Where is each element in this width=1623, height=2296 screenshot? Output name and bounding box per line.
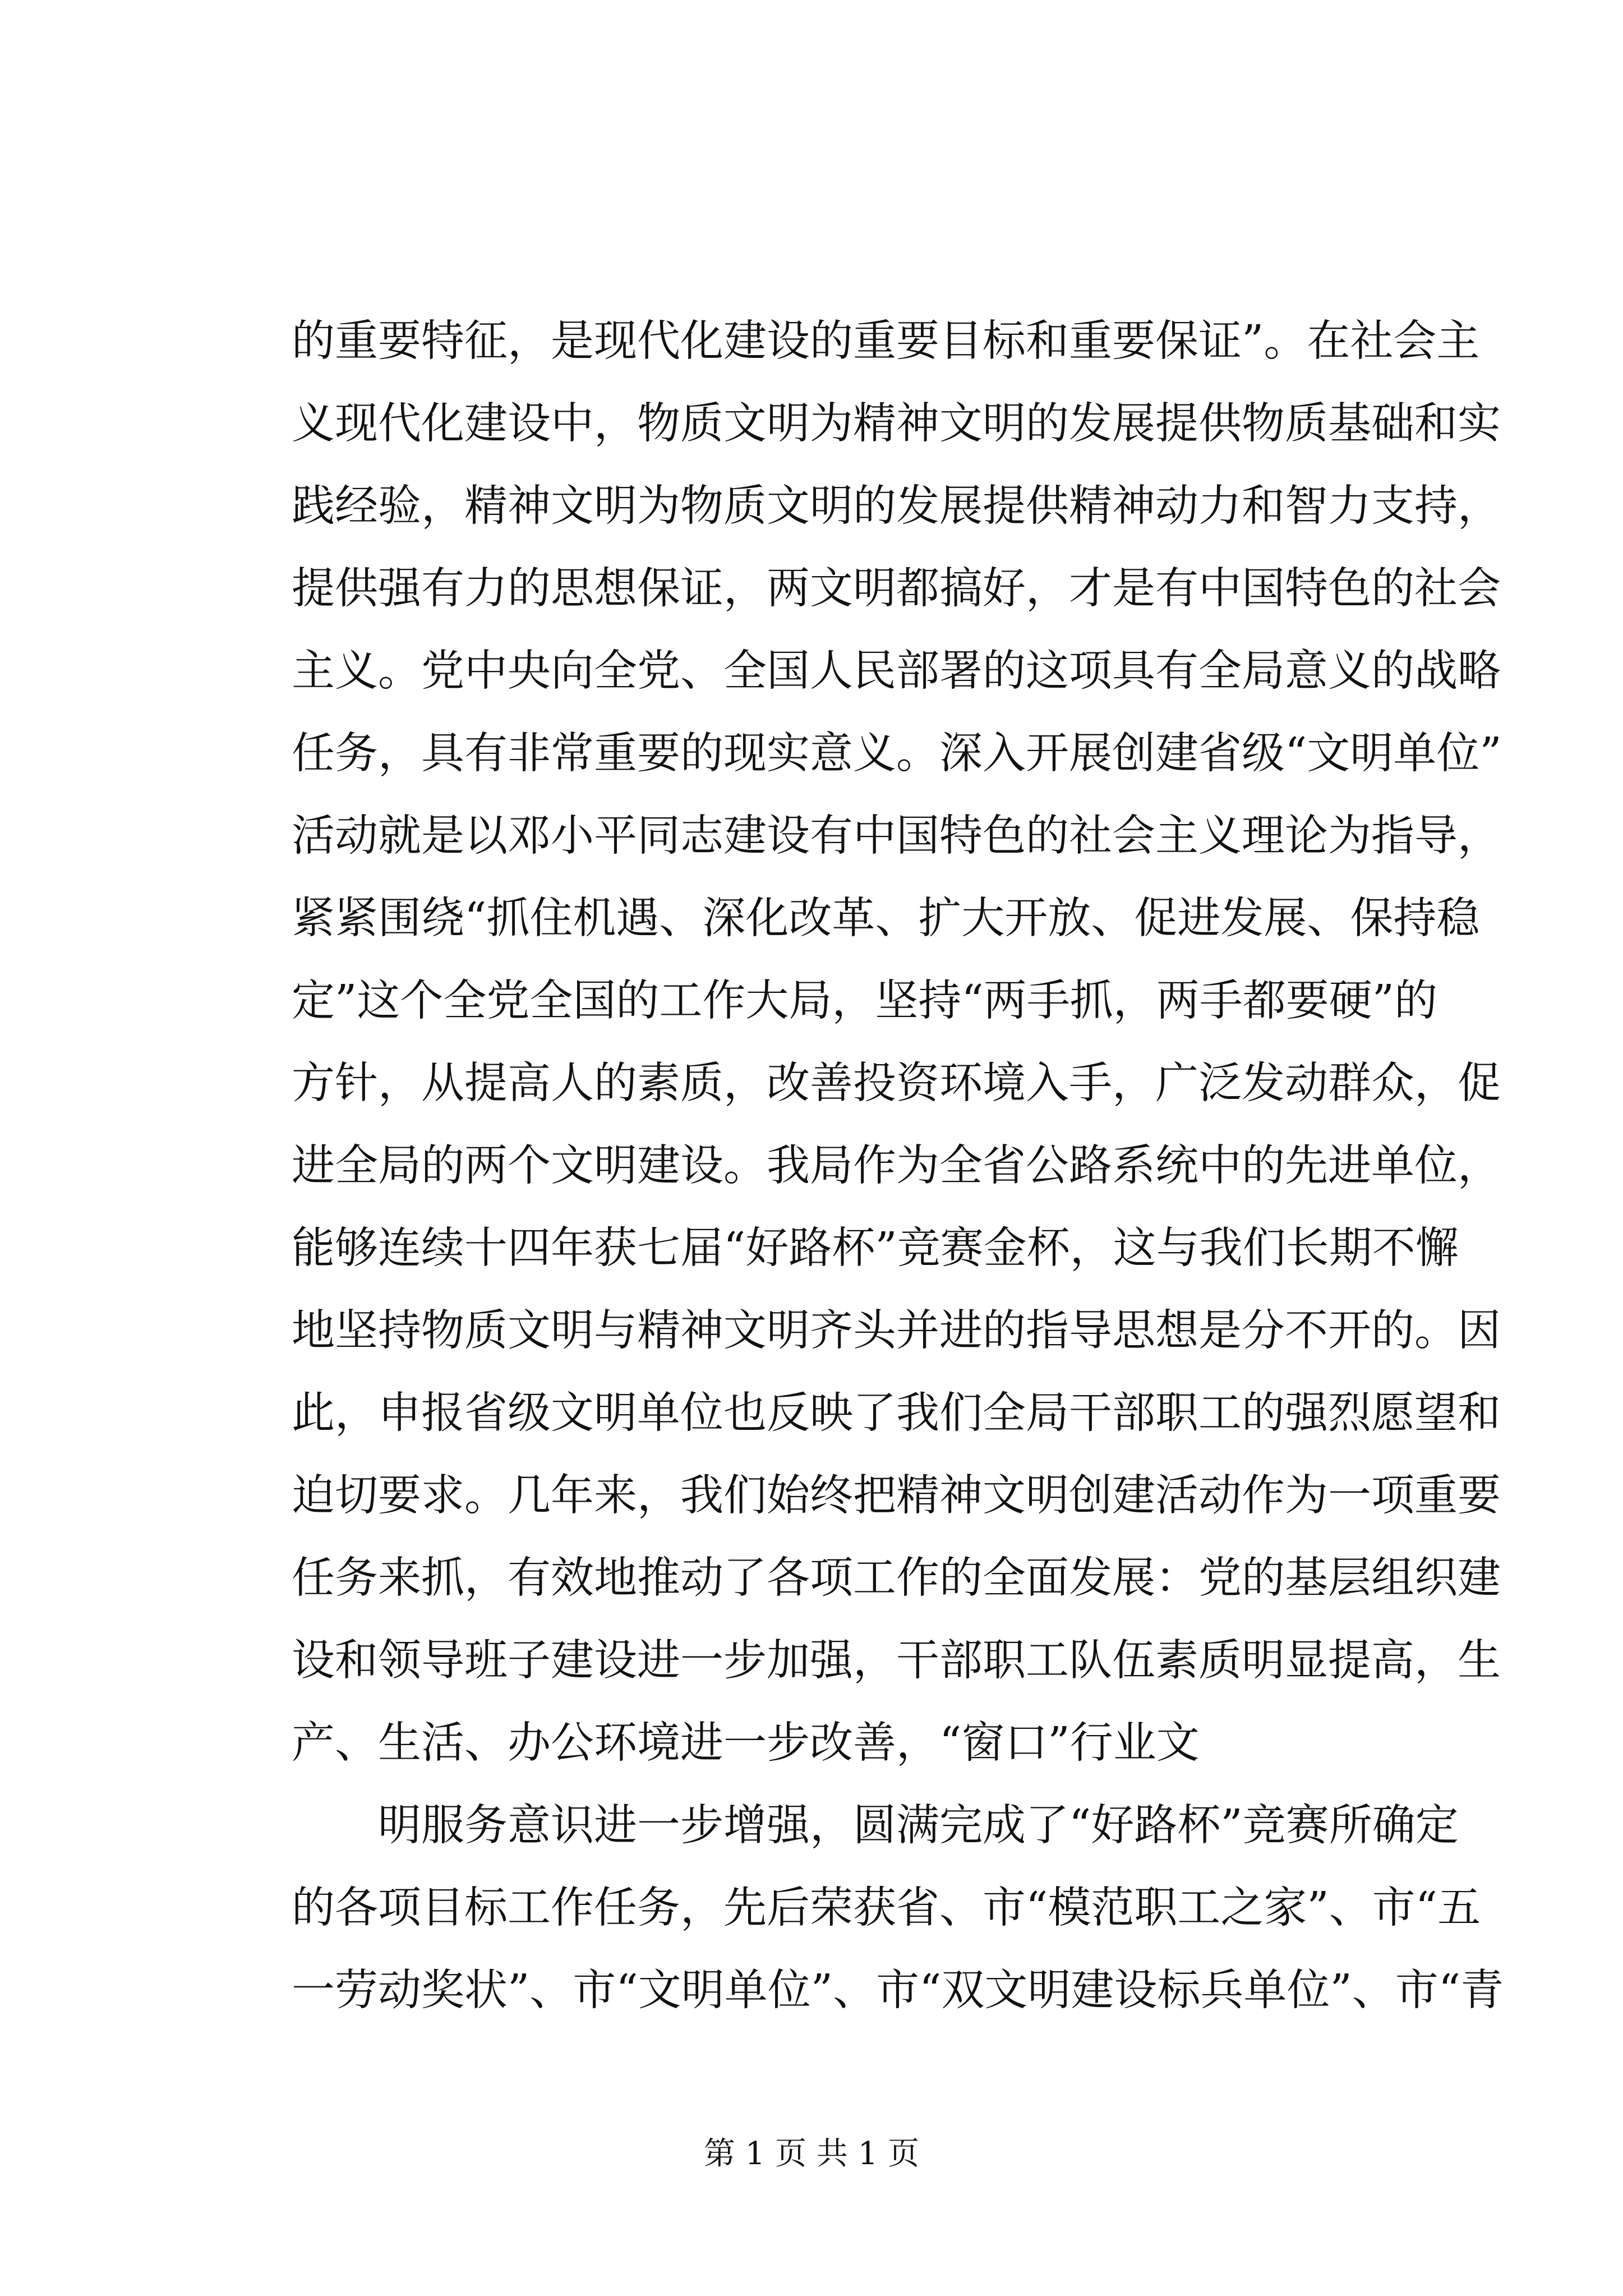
text-line: 设和领导班子建设进一步加强，干部职工队伍素质明显提高，生 — [292, 1636, 1501, 1686]
text-line: 明服务意识进一步增强，圆满完成了“好路杯”竞赛所确定 — [378, 1801, 1459, 1851]
text-line: 此，申报省级文明单位也反映了我们全局干部职工的强烈愿望和 — [292, 1388, 1501, 1438]
text-line: 践经验，精神文明为物质文明的发展提供精神动力和智力支持， — [292, 481, 1501, 531]
text-line: 进全局的两个文明建设。我局作为全省公路系统中的先进单位， — [292, 1141, 1501, 1191]
document-body — [292, 300, 1504, 2032]
text-line: 主义。党中央向全党、全国人民部署的这项具有全局意义的战略 — [292, 646, 1501, 696]
text-line: 产、生活、办公环境进一步改善，“窗口”行业文 — [292, 1718, 1200, 1768]
text-line: 义现代化建设中，物质文明为精神文明的发展提供物质基础和实 — [292, 399, 1501, 449]
text-line: 紧紧围绕“抓住机遇、深化改革、扩大开放、促进发展、保持稳 — [292, 894, 1480, 944]
text-line: 任务来抓，有效地推动了各项工作的全面发展：党的基层组织建 — [292, 1553, 1501, 1603]
text-line: 地坚持物质文明与精神文明齐头并进的指导思想是分不开的。因 — [292, 1306, 1501, 1356]
text-line: 迫切要求。几年来，我们始终把精神文明创建活动作为一项重要 — [292, 1471, 1501, 1521]
text-line: 活动就是以邓小平同志建设有中国特色的社会主义理论为指导， — [292, 811, 1501, 861]
text-line: 定”这个全党全国的工作大局，坚持“两手抓，两手都要硬”的 — [292, 976, 1438, 1026]
text-line: 方针，从提高人的素质，改善投资环境入手，广泛发动群众，促 — [292, 1059, 1501, 1108]
text-line: 提供强有力的思想保证，两文明都搞好，才是有中国特色的社会 — [292, 564, 1501, 614]
text-line: 一劳动奖状”、市“文明单位”、市“双文明建设标兵单位”、市“青 — [292, 1966, 1504, 2016]
page-number: 第 1 页 共 1 页 — [703, 2136, 920, 2172]
text-line: 任务，具有非常重要的现实意义。深入开展创建省级“文明单位” — [292, 729, 1502, 779]
text-line: 的各项目标工作任务，先后荣获省、市“模范职工之家”、市“五 — [292, 1883, 1481, 1933]
text-line: 能够连续十四年获七届“好路杯”竞赛金杯，这与我们长期不懈 — [292, 1223, 1459, 1273]
page-footer — [0, 2129, 1623, 2174]
text-line: 的重要特征，是现代化建设的重要目标和重要保证”。在社会主 — [292, 316, 1480, 366]
